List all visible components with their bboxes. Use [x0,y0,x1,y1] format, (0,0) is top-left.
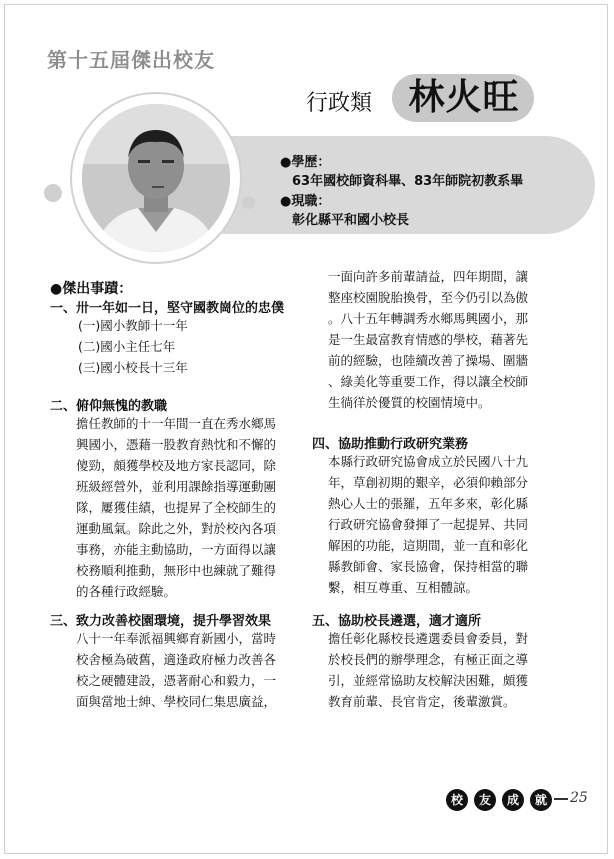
paragraph-line: 熱心人士的張羅，五年多來，彰化縣 [328,496,529,511]
paragraph-line: 面與當地士紳、學校同仁集思廣益， [76,694,277,709]
footer-section-name [446,789,558,811]
footer-char: 友 [474,789,496,811]
footer-char: 就 [530,789,552,811]
paragraph-line: 解困的功能，這期間，並一直和彰化 [328,538,529,553]
section-2-body [76,413,276,602]
education-value: 63年國校師資科畢、83年師院初教系畢 [292,174,524,189]
section-3-body [76,628,276,712]
paragraph-line: 校之硬體建設，憑著耐心和毅力，一 [76,673,277,688]
paragraph-line: 引，並經常協助友校解決困難，頗獲 [328,673,529,688]
series-title: 第十五屆傑出校友 [47,48,215,72]
paragraph-line: 校務順利推動，無形中也練就了難得 [76,563,277,578]
paragraph-line: 一面向許多前輩請益，四年期間，讓 [328,269,529,284]
paragraph-line: 年，草創初期的艱辛，必須仰賴部分 [328,475,529,490]
paragraph-line: 本縣行政研究協會成立於民國八十九 [328,454,529,469]
section-1-title: 一、卅一年如一日，堅守國教崗位的忠僕 [50,301,285,316]
paragraph-line: 前的經驗，也陸續改善了操場、圍牆 [328,353,529,368]
paragraph-line: 校舍極為破舊，適逢政府極力改善各 [76,652,277,667]
honoree-name: 林火旺 [408,77,520,118]
portrait-photo [82,104,230,252]
paragraph-line: 興國小，憑藉一股教育熱忱和不懈的 [76,437,277,452]
paragraph-line: 是一生最富教育情感的學校，藉著先 [328,332,529,347]
list-item: (三)國小校長十三年 [78,360,188,375]
achievements-heading: ●傑出事蹟： [50,281,133,297]
position-label: ●現職： [280,194,331,209]
section-3-continued [328,266,528,413]
footer-char: 校 [446,789,468,811]
paragraph-line: 班級經營外，並利用課餘指導運動團 [76,479,277,494]
paragraph-line: 。八十五年轉調秀水鄉馬興國小，那 [328,311,529,326]
paragraph-line: 生徜徉於優質的校園情境中。 [328,395,491,410]
paragraph-line: 整座校園脫胎換骨，至今仍引以為傲 [328,290,529,305]
portrait-illustration [82,104,230,252]
section-3-title: 三、致力改善校園環境，提升學習效果 [50,614,272,629]
footer-char: 成 [502,789,524,811]
section-4-title: 四、協助推動行政研究業務 [312,437,469,452]
paragraph-line: 擔任彰化縣校長遴選委員會委員，對 [328,631,529,646]
paragraph-line: 教育前輩、長官肯定，後輩激賞。 [328,694,516,709]
category-label: 行政類 [306,91,373,116]
paragraph-line: 八十一年奉派福興鄉育新國小，當時 [76,631,277,646]
education-label: ●學歷： [280,155,331,170]
paragraph-line: 隊，屢獲佳績，也提昇了全校師生的 [76,500,277,515]
section-4-body [328,451,528,598]
page-number: 25 [570,790,588,806]
list-item: (一)國小教師十一年 [78,318,188,333]
decorative-dot [242,196,255,209]
paragraph-line: 、綠美化等重要工作，得以讓全校師 [328,374,529,389]
paragraph-line: 繫，相互尊重、互相體諒。 [328,580,479,595]
section-2-title: 二、俯仰無愧的教職 [50,399,168,414]
list-item: (二)國小主任七年 [78,339,176,354]
section-5-title: 五、協助校長遴選，適才適所 [312,614,482,629]
paragraph-line: 於校長們的辦學理念，有極正面之導 [328,652,529,667]
paragraph-line: 擔任教師的十一年間一直在秀水鄉馬 [76,416,277,431]
paragraph-line: 運動風氣。除此之外，對於校內各項 [76,521,277,536]
footer-dash [554,798,568,800]
section-1-items [78,315,188,378]
decorative-dot [44,184,62,202]
paragraph-line: 行政研究協會發揮了一起提昇、共同 [328,517,529,532]
paragraph-line: 的各種行政經驗。 [76,584,177,599]
paragraph-line: 事務，亦能主動協助，一方面得以讓 [76,542,277,557]
position-value: 彰化縣平和國小校長 [292,213,410,228]
paragraph-line: 縣教師會、家長協會，保持相當的聯 [328,559,529,574]
paragraph-line: 傻勁，頗獲學校及地方家長認同，除 [76,458,277,473]
section-5-body [328,628,528,712]
